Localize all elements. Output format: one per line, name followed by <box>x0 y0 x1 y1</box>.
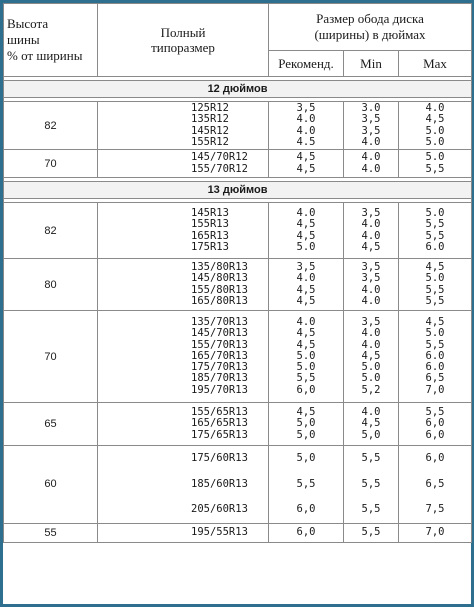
cell-value: 145/80R13 <box>191 272 248 285</box>
section-title: 12 дюймов <box>4 81 472 98</box>
cell-value: 4,5 <box>425 113 445 126</box>
cell-value: 6,0 <box>296 503 316 516</box>
cell-value: 5,5 <box>361 452 381 464</box>
cell-value: 4,5 <box>296 283 316 296</box>
cell-value: 4.0 <box>296 316 316 329</box>
header-tire-height <box>4 4 98 77</box>
cell-value: 5.0 <box>425 135 445 148</box>
rec-cell <box>269 311 344 403</box>
cell-value: 5,5 <box>296 372 316 385</box>
cell-value: 6.0 <box>425 240 445 253</box>
cell-value: 5,5 <box>361 526 381 539</box>
cell-value: 3,5 <box>361 124 381 137</box>
min-cell <box>344 311 399 403</box>
tire-height-cell: 82 <box>4 102 98 150</box>
cell-value: 4,5 <box>296 218 316 231</box>
cell-value: 6,0 <box>296 526 316 539</box>
cell-value: 4.0 <box>361 151 381 164</box>
rec-cell <box>269 259 344 311</box>
size-cell <box>98 311 269 403</box>
size-cell <box>98 259 269 311</box>
header-max: Max <box>399 51 472 77</box>
cell-value: 5.0 <box>361 361 381 374</box>
cell-value: 5.0 <box>425 151 445 164</box>
cell-value: 5,5 <box>296 477 316 490</box>
header-rim-size <box>269 4 472 51</box>
tire-height-cell: 60 <box>4 446 98 524</box>
header-rim-size-line1: Размер обода диска <box>316 11 424 26</box>
cell-value: 3,5 <box>361 207 381 220</box>
header-full-size-line2: типоразмер <box>151 40 215 55</box>
cell-value: 155/80R13 <box>191 283 248 296</box>
table-row <box>4 403 472 446</box>
cell-value: 3,5 <box>296 102 316 115</box>
cell-value: 165/65R13 <box>191 417 248 430</box>
cell-value: 5,0 <box>296 452 316 464</box>
cell-value: 5.0 <box>296 240 316 253</box>
table-row <box>4 259 472 311</box>
tire-height-cell: 80 <box>4 259 98 311</box>
cell-value: 135R12 <box>191 113 229 126</box>
cell-value: 7,5 <box>425 503 445 516</box>
min-cell <box>344 259 399 311</box>
size-cell <box>98 523 269 542</box>
cell-value: 5,0 <box>361 428 381 441</box>
cell-value: 175/65R13 <box>191 428 248 441</box>
table-row <box>4 102 472 150</box>
table-row <box>4 523 472 542</box>
header-tire-height-line3: % от ширины <box>7 48 83 63</box>
cell-value: 5,5 <box>425 283 445 296</box>
cell-value: 4,5 <box>296 294 316 307</box>
cell-value: 155/70R13 <box>191 338 248 351</box>
rec-cell <box>269 523 344 542</box>
header-rim-size-line2: (ширины) в дюймах <box>314 27 426 42</box>
max-cell <box>399 203 472 259</box>
cell-value: 175R13 <box>191 240 229 253</box>
section-row <box>4 182 472 199</box>
cell-value: 4,5 <box>296 151 316 164</box>
max-cell <box>399 311 472 403</box>
cell-value: 5.0 <box>425 207 445 220</box>
cell-value: 5.0 <box>425 124 445 137</box>
cell-value: 4.0 <box>296 113 316 126</box>
cell-value: 195/55R13 <box>191 526 248 539</box>
cell-value: 6,0 <box>425 417 445 430</box>
cell-value: 165/70R13 <box>191 349 248 362</box>
rec-cell <box>269 102 344 150</box>
cell-value: 6.0 <box>425 361 445 374</box>
header-tire-height-line2: шины <box>7 32 40 47</box>
min-cell <box>344 446 399 524</box>
table-row <box>4 150 472 178</box>
cell-value: 7,0 <box>425 526 445 539</box>
tire-height-cell: 82 <box>4 203 98 259</box>
cell-value: 4.0 <box>425 102 445 115</box>
rec-cell <box>269 403 344 446</box>
cell-value: 4.0 <box>296 272 316 285</box>
cell-value: 4.0 <box>361 229 381 242</box>
max-cell <box>399 523 472 542</box>
max-cell <box>399 403 472 446</box>
header-min: Min <box>344 51 399 77</box>
cell-value: 5.0 <box>296 361 316 374</box>
cell-value: 4,5 <box>425 261 445 274</box>
min-cell <box>344 203 399 259</box>
cell-value: 145/70R12 <box>191 151 248 164</box>
cell-value: 5,5 <box>425 218 445 231</box>
size-cell <box>98 150 269 178</box>
min-cell <box>344 523 399 542</box>
cell-value: 4.5 <box>296 135 316 148</box>
cell-value: 135/70R13 <box>191 316 248 329</box>
cell-value: 4,5 <box>296 162 316 175</box>
size-cell <box>98 446 269 524</box>
cell-value: 4.0 <box>296 124 316 137</box>
min-cell <box>344 102 399 150</box>
rim-size-table <box>3 3 472 543</box>
tire-height-cell: 70 <box>4 311 98 403</box>
tire-height-cell: 65 <box>4 403 98 446</box>
header-recommended: Рекоменд. <box>269 51 344 77</box>
cell-value: 5,0 <box>296 417 316 430</box>
size-cell <box>98 102 269 150</box>
rec-cell <box>269 203 344 259</box>
cell-value: 5,5 <box>425 338 445 351</box>
cell-value: 175/60R13 <box>191 452 248 464</box>
size-cell <box>98 203 269 259</box>
cell-value: 4.0 <box>361 283 381 296</box>
cell-value: 4.0 <box>361 406 381 419</box>
min-cell <box>344 150 399 178</box>
cell-value: 4,5 <box>361 349 381 362</box>
cell-value: 6,5 <box>425 477 445 490</box>
cell-value: 4.0 <box>361 338 381 351</box>
max-cell <box>399 446 472 524</box>
cell-value: 5.0 <box>425 327 445 340</box>
cell-value: 4,5 <box>296 327 316 340</box>
rec-cell <box>269 446 344 524</box>
header-full-size <box>98 4 269 77</box>
table-row <box>4 446 472 524</box>
cell-value: 5,5 <box>425 162 445 175</box>
tire-height-cell: 55 <box>4 523 98 542</box>
cell-value: 5,5 <box>361 503 381 516</box>
cell-value: 5.0 <box>296 349 316 362</box>
cell-value: 165R13 <box>191 229 229 242</box>
cell-value: 4.0 <box>361 218 381 231</box>
cell-value: 145/70R13 <box>191 327 248 340</box>
cell-value: 6.0 <box>425 349 445 362</box>
section-title: 13 дюймов <box>4 182 472 199</box>
cell-value: 6,0 <box>425 452 445 464</box>
cell-value: 5,2 <box>361 383 381 396</box>
cell-value: 155/70R12 <box>191 162 248 175</box>
cell-value: 4,5 <box>361 417 381 430</box>
cell-value: 155R13 <box>191 218 229 231</box>
size-cell <box>98 403 269 446</box>
cell-value: 4.0 <box>296 207 316 220</box>
cell-value: 6,0 <box>425 428 445 441</box>
cell-value: 3,5 <box>361 316 381 329</box>
cell-value: 155/65R13 <box>191 406 248 419</box>
cell-value: 3,5 <box>361 272 381 285</box>
cell-value: 5.0 <box>425 272 445 285</box>
tire-height-cell: 70 <box>4 150 98 178</box>
cell-value: 6,0 <box>296 383 316 396</box>
cell-value: 4.0 <box>361 162 381 175</box>
cell-value: 5,0 <box>296 428 316 441</box>
cell-value: 4,5 <box>296 229 316 242</box>
cell-value: 135/80R13 <box>191 261 248 274</box>
cell-value: 5,5 <box>361 477 381 490</box>
header-tire-height-line1: Высота <box>7 16 49 31</box>
cell-value: 4,5 <box>425 316 445 329</box>
max-cell <box>399 259 472 311</box>
cell-value: 5,5 <box>425 406 445 419</box>
cell-value: 5,5 <box>425 229 445 242</box>
table-row <box>4 203 472 259</box>
table-row <box>4 311 472 403</box>
cell-value: 4,5 <box>361 240 381 253</box>
cell-value: 6,5 <box>425 372 445 385</box>
max-cell <box>399 102 472 150</box>
cell-value: 7,0 <box>425 383 445 396</box>
cell-value: 3,5 <box>296 261 316 274</box>
cell-value: 4,5 <box>296 338 316 351</box>
cell-value: 145R13 <box>191 207 229 220</box>
cell-value: 3,5 <box>361 113 381 126</box>
cell-value: 165/80R13 <box>191 294 248 307</box>
cell-value: 4.0 <box>361 327 381 340</box>
cell-value: 4.0 <box>361 294 381 307</box>
cell-value: 4.0 <box>361 135 381 148</box>
cell-value: 3,5 <box>361 261 381 274</box>
cell-value: 5,5 <box>425 294 445 307</box>
cell-value: 4,5 <box>296 406 316 419</box>
cell-value: 155R12 <box>191 135 229 148</box>
cell-value: 3.0 <box>361 102 381 115</box>
cell-value: 195/70R13 <box>191 383 248 396</box>
max-cell <box>399 150 472 178</box>
cell-value: 145R12 <box>191 124 229 137</box>
min-cell <box>344 403 399 446</box>
cell-value: 175/70R13 <box>191 361 248 374</box>
cell-value: 205/60R13 <box>191 503 248 516</box>
rec-cell <box>269 150 344 178</box>
cell-value: 125R12 <box>191 102 229 115</box>
header-full-size-line1: Полный <box>160 25 206 40</box>
cell-value: 185/60R13 <box>191 477 248 490</box>
section-row <box>4 81 472 98</box>
cell-value: 5.0 <box>361 372 381 385</box>
cell-value: 185/70R13 <box>191 372 248 385</box>
